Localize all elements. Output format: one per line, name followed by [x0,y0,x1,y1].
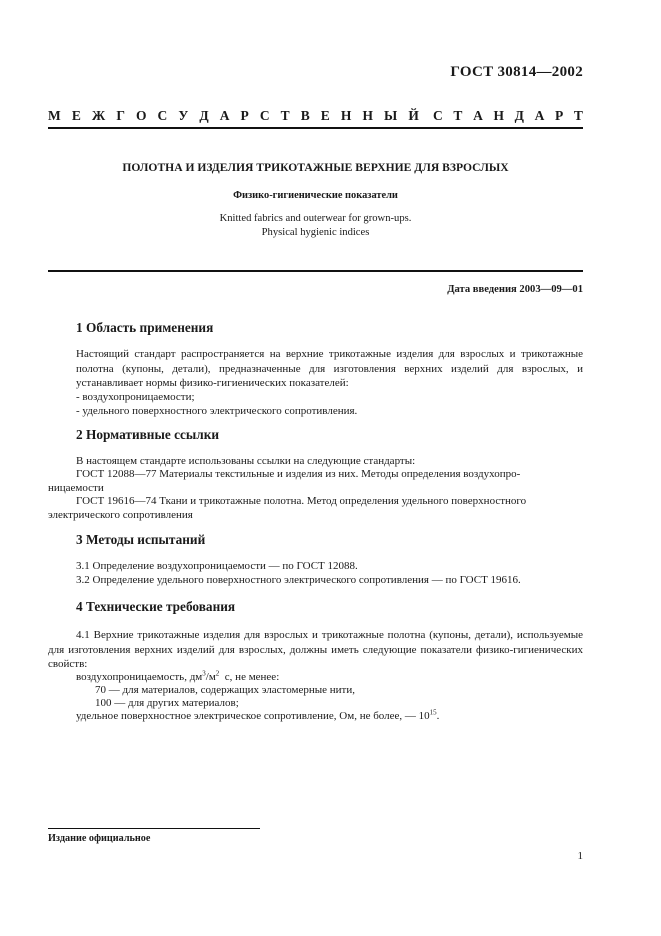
unit-exponent-3: 3 [202,669,206,678]
resistance-suffix: . [436,710,440,722]
section-1-list-item-1: - воздухопроницаемости; [76,391,195,403]
reference-gost-12088-line-1: ГОСТ 12088—77 Материалы текстильные и изделия из них. Методы определения воздухопро- [76,468,521,480]
air-permeability-value-1: 70 — для материалов, содержащих эластомерные нити, [95,684,355,696]
surface-resistance-label: удельное поверхностное электрическое сопротивление, Ом, не более, — 10 [76,710,430,722]
unit-divisor: /м [205,671,216,683]
document-subtitle: Физико-гигиенические показатели [233,190,398,201]
top-rule [48,127,583,129]
unit-exponent-2: 2 [215,669,220,678]
section-3-heading: 3 Методы испытаний [76,532,206,547]
middle-rule [48,270,583,272]
document-number: ГОСТ 30814—2002 [450,64,583,80]
introduction-date: Дата введения 2003—09—01 [447,284,583,295]
section-1-heading: 1 Область применения [76,320,214,335]
section-4-paragraph: 4.1 Верхние трикотажные изделия для взрослых и трикотажные полотна (купоны, детали), используемые для изготовления верхних изделий для взрослых, должны иметь следующие показатели физико-гигиенических свойств: [48,629,583,670]
section-2-heading: 2 Нормативные ссылки [76,427,220,442]
section-2-intro: В настоящем стандарте использованы ссылки на следующие стандарты: [76,455,416,467]
reference-gost-12088-line-2: ницаемости [48,482,104,494]
surface-resistance-line [76,709,583,724]
footer-rule [48,828,260,829]
standard-type-word-2: С Т А Н Д А Р Т [433,108,583,123]
standard-type-heading [48,108,583,124]
english-title-line-2: Physical hygienic indices [261,227,370,238]
air-permeability-suffix: с, не менее: [219,671,280,683]
standard-type-word-1: М Е Ж Г О С У Д А Р С Т В Е Н Н Ы Й [48,108,419,123]
english-title-line-1: Knitted fabrics and outerwear for grown-ups. [219,213,412,224]
page-number: 1 [577,850,583,862]
air-permeability-value-2: 100 — для других материалов; [95,697,239,709]
resistance-exponent: 15 [429,708,437,717]
reference-gost-19616-line-1: ГОСТ 19616—74 Ткани и трикотажные полотна. Метод определения удельного поверхностного [76,495,527,507]
section-1-paragraph: Настоящий стандарт распространяется на верхние трикотажные изделия для взрослых и трикотажные полотна (купоны, детали), предназначенные для изготовления верхних изделий для взрослых, и устанавливает нормы физико-гигиенических показателей: [76,348,583,389]
air-permeability-label: воздухопроницаемость, дм [76,671,203,683]
section-3-item-1: 3.1 Определение воздухопроницаемости — по ГОСТ 12088. [76,560,358,572]
section-4-heading: 4 Технические требования [76,599,236,614]
section-1-list-item-2: - удельного поверхностного электрического сопротивления. [76,405,358,417]
official-edition-label: Издание официальное [48,833,151,844]
document-title: ПОЛОТНА И ИЗДЕЛИЯ ТРИКОТАЖНЫЕ ВЕРХНИЕ ДЛЯ ВЗРОСЛЫХ [122,161,509,174]
section-3-item-2: 3.2 Определение удельного поверхностного электрического сопротивления — по ГОСТ 19616. [76,574,521,586]
reference-gost-19616-line-2: электрического сопротивления [48,509,193,521]
